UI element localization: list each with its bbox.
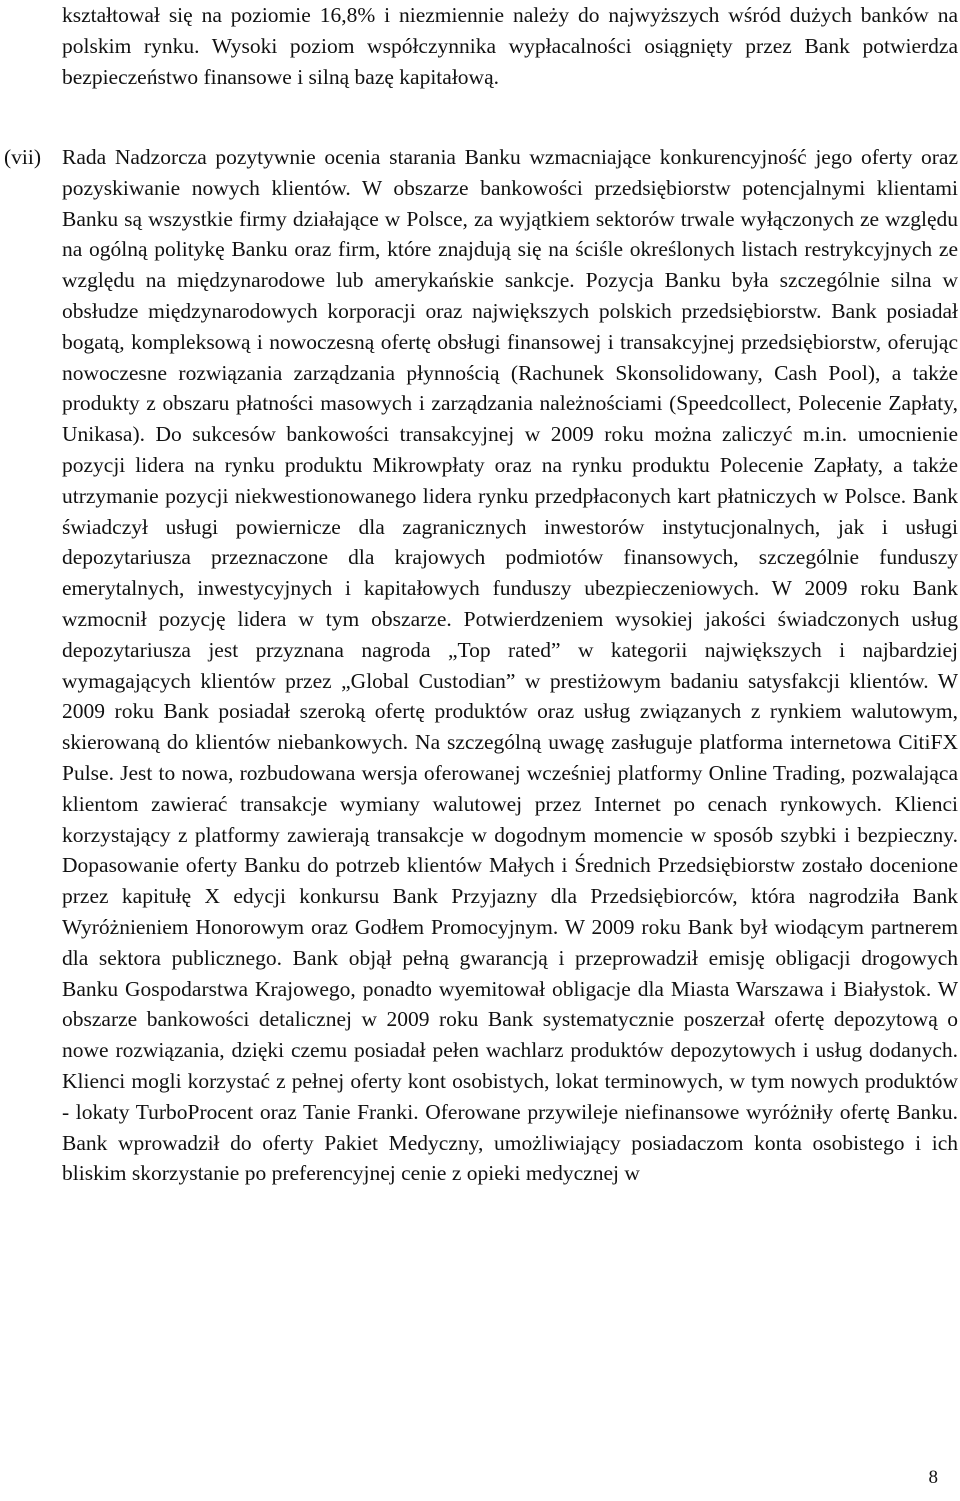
continued-paragraph: kształtował się na poziomie 16,8% i niezmiennie należy do najwyższych wśród dużych banków na polskim rynku. Wysoki poziom współczynnika wypłacalności osiągnięty przez Bank potwierdza bezpieczeństwo finansowe i silną bazę kapitałową. — [62, 3, 958, 89]
list-item-marker: (vii) — [4, 145, 42, 169]
list-item-text: Rada Nadzorcza pozytywnie ocenia starania Banku wzmacniające konkurencyjność jego oferty oraz pozyskiwanie nowych klientów. W obszarze bankowości przedsiębiorstw potencjalnymi klientami Banku są wszystkie firmy działające w Polsce, za wyjątkiem sektorów trwale wyłączonych ze względu na ogólną politykę Banku oraz firm, które znajdują się na ściśle określonych listach restrykcyjnych ze względu na międzynarodowe lub amerykańskie sankcje. Pozycja Banku była szczególnie silna w obsłudze międzynarodowych korporacji oraz największych polskich przedsiębiorstw. Bank posiadał bogatą, kompleksową i nowoczesną ofertę obsługi finansowej i transakcyjnej przedsiębiorstw, oferując nowoczesne rozwiązania zarządzania płynnością (Rachunek Skonsolidowany, Cash Pool), a także produkty z obszaru płatności masowych i zarządzania należnościami (Speedcollect, Polecenie Zapłaty, Unikasa). Do sukcesów bankowości transakcyjnej w 2009 roku można zaliczyć m.in. umocnienie pozycji lidera na rynku produktu Mikrowpłaty oraz na rynku produktu Polecenie Zapłaty, a także utrzymanie pozycji niekwestionowanego lidera rynku przedpłaconych kart płatniczych w Polsce. Bank świadczył usługi powiernicze dla zagranicznych inwestorów instytucjonalnych, jak i usługi depozytariusza przeznaczone dla krajowych podmiotów finansowych, szczególnie funduszy emerytalnych, inwestycyjnych i kapitałowych funduszy ubezpieczeniowych. W 2009 roku Bank wzmocnił pozycję lidera w tym obszarze. Potwierdzeniem wysokiej jakości świadczonych usług depozytariusza jest przyznana nagroda „Top rated” w kategorii największych i najbardziej wymagających klientów przez „Global Custodian” w prestiżowym badaniu satysfakcji klientów. W 2009 roku Bank posiadał szeroką ofertę produktów oraz usług związanych z rynkiem walutowym, skierowaną do klientów niebankowych. Na szczególną uwagę zasługuje platforma internetowa CitiFX Pulse. Jest to nowa, rozbudowana wersja oferowanej wcześniej platformy Online Trading, pozwalająca klientom zawierać transakcje wymiany walutowej przez Internet po cenach rynkowych. Klienci korzystający z platformy zawierają transakcje w dogodnym momencie w sposób szybki i bezpieczny. Dopasowanie oferty Banku do potrzeb klientów Małych i Średnich Przedsiębiorstw zostało docenione przez kapitułę X edycji konkursu Bank Przyjazny dla Przedsiębiorców, która nagrodziła Bank Wyróżnieniem Honorowym oraz Godłem Promocyjnym. W 2009 roku Bank był wiodącym partnerem dla sektora publicznego. Bank objął pełną gwarancją i przeprowadził emisję obligacji drogowych Banku Gospodarstwa Krajowego, ponadto wyemitował obligacje dla Miasta Warszawa i Białystok. W obszarze bankowości detalicznej w 2009 roku Bank systematycznie poszerzał ofertę depozytową o nowe rozwiązania, dzięki czemu posiadał pełen wachlarz produktów depozytowych i usług dodanych. Klienci mogli korzystać z pełnej oferty kont osobistych, lokat terminowych, w tym nowych produktów - lokaty TurboProcent oraz Tanie Franki. Oferowane przywileje niefinansowe wyróżniły ofertę Banku. Bank wprowadził do oferty Pakiet Medyczny, umożliwiający posiadaczom konta osobistego i ich bliskim skorzystanie po preferencyjnej cenie z opieki medycznej w — [62, 145, 958, 1186]
page-number: 8 — [928, 1467, 938, 1488]
